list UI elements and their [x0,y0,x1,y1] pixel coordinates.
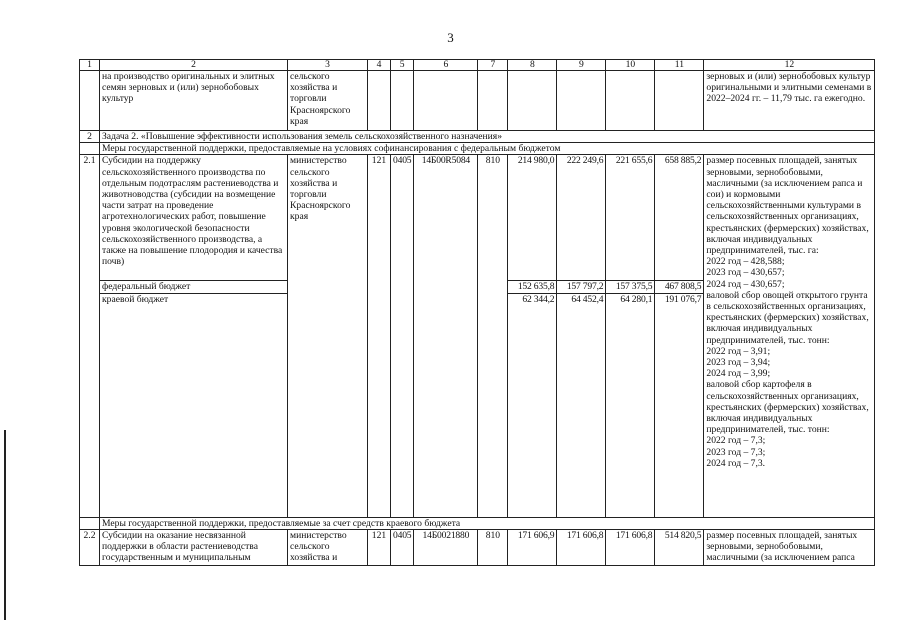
section-row-federal [80,143,875,155]
header-col-6: 6 [414,60,478,71]
table-row-2-1 [80,155,875,281]
cell-2022: 62 344,2 [508,293,557,517]
cell-grbs [368,71,391,131]
header-col-12: 12 [704,60,875,71]
header-col-5: 5 [391,60,414,71]
section-title: Меры государственной поддержки, предоставляемые на условиях софинансирования с федеральным бюджетом [100,143,875,155]
cell-executor: министерство сельского хозяйства и [288,529,368,565]
header-col-4: 4 [368,60,391,71]
header-col-1: 1 [80,60,100,71]
cell-2022: 152 635,8 [508,281,557,293]
cell-2023: 157 797,2 [557,281,606,293]
header-col-8: 8 [508,60,557,71]
cell-2022 [508,71,557,131]
cell-vr [478,71,508,131]
header-col-7: 7 [478,60,508,71]
cell-2022: 171 606,9 [508,529,557,565]
cell-2024 [606,71,655,131]
header-col-10: 10 [606,60,655,71]
cell-csr: 14Б0021880 [414,529,478,565]
cell-rzpr [391,71,414,131]
cell-event: Субсидии на оказание несвязанной поддержки в области растениеводства государственным и муниципальным [100,529,288,565]
cell-total: 467 808,5 [655,281,704,293]
cell-total [655,71,704,131]
cell-budget-label: краевой бюджет [100,293,288,517]
task-row [80,131,875,143]
header-row [80,60,875,71]
cell-executor: сельского хозяйства и торговли Красноярского края [288,71,368,131]
cell-num [80,71,100,131]
cell-grbs: 121 [368,529,391,565]
row-number: 2.2 [80,529,100,565]
cell-csr [414,71,478,131]
header-col-3: 3 [288,60,368,71]
cell-event: Субсидии на поддержку сельскохозяйственного производства по отдельным подотраслям растениеводства и животноводства (субсидии на возмещение части затрат на проведение агротехнологических работ, повышение уровня экологической безопасности сельскохозяйственного производства, а также на повышение плодородия и качества почв) [100,155,288,281]
cell-total: 514 820,5 [655,529,704,565]
cell-vr: 810 [478,529,508,565]
cell-grbs: 121 [368,155,391,517]
cell-2024: 157 375,5 [606,281,655,293]
cell-result: зерновых и (или) зернобобовых культур оригинальными и элитными семенами в 2022–2024 гг. – 11,79 тыс. га ежегодно. [704,71,875,131]
cell-total: 191 076,7 [655,293,704,517]
cell-2023 [557,71,606,131]
section-num [80,517,100,529]
row-number: 2.1 [80,155,100,517]
page-number: 3 [447,30,454,45]
cell-rzpr: 0405 [391,155,414,517]
header-col-11: 11 [655,60,704,71]
task-title: Задача 2. «Повышение эффективности использования земель сельскохозяйственного назначения» [100,131,875,143]
cell-total: 658 885,2 [655,155,704,281]
cell-2024: 64 280,1 [606,293,655,517]
cell-result: размер посевных площадей, занятых зерновыми, зернобобовыми, масличными (за исключением рапса и сои) и кормовыми сельскохозяйственными культурами в сельскохозяйственных организациях, крестьянских (фермерских) хозяйствах, включая индивидуальных предпринимателей, тыс. га: 2022 год – 428,588; 2023 год – 430,657; 2024 год – 430,657; валовой сбор овощей открытого грунта в сельскохозяйственных организациях, крестьянских (фермерских) хозяйствах, включая индивидуальных предпринимателей, тыс. тонн: 2022 год – 3,91; 2023 год – 3,94; 2024 год – 3,99; валовой сбор картофеля в сельскохозяйственных организациях, крестьянских (фермерских) хозяйствах, включая индивидуальных предпринимателей, тыс. тонн: 2022 год – 7,3; 2023 год – 7,3; 2024 год – 7,3. [704,155,875,517]
cell-rzpr: 0405 [391,529,414,565]
cell-vr: 810 [478,155,508,517]
section-num [80,143,100,155]
section-title: Меры государственной поддержки, предоставляемые за счет средств краевого бюджета [100,517,875,529]
header-col-9: 9 [557,60,606,71]
cell-csr: 14Б00R5084 [414,155,478,517]
cell-budget-label: федеральный бюджет [100,281,288,293]
budget-table [79,59,875,566]
cell-2022: 214 980,0 [508,155,557,281]
header-col-2: 2 [100,60,288,71]
cell-2023: 171 606,8 [557,529,606,565]
margin-line [4,430,6,620]
cell-result: размер посевных площадей, занятых зерновыми, зернобобовыми, масличными (за исключением рапса [704,529,875,565]
cell-event: на производство оригинальных и элитных семян зерновых и (или) зернобобовых культур [100,71,288,131]
cell-2024: 221 655,6 [606,155,655,281]
cell-executor: министерство сельского хозяйства и торговли Красноярского края [288,155,368,517]
cell-2024: 171 606,8 [606,529,655,565]
section-row-regional [80,517,875,529]
cell-2023: 64 452,4 [557,293,606,517]
cell-2023: 222 249,6 [557,155,606,281]
table-row-2-2 [80,529,875,565]
task-number: 2 [80,131,100,143]
table-row-continuation [80,71,875,131]
